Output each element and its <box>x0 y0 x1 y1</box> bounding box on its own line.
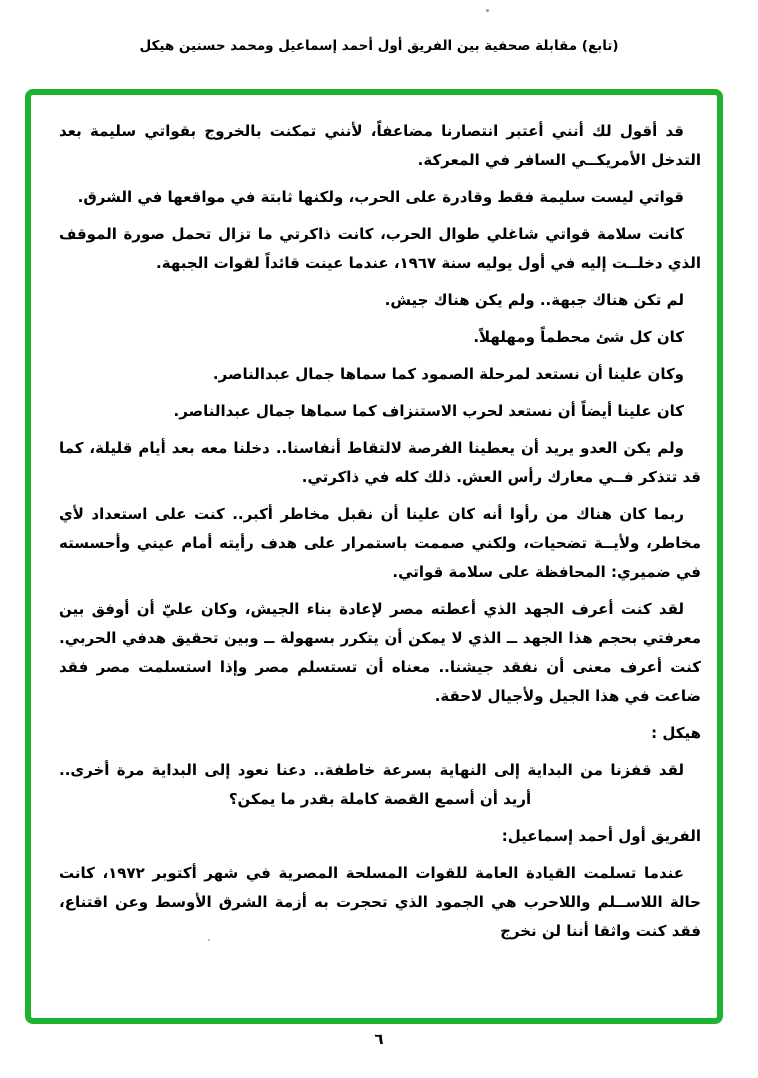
paragraph: كان كل شئ محطماً ومهلهلاً. <box>473 328 684 346</box>
paragraph: لقد كنت أعرف الجهد الذي أعطته مصر لإعادة بناء الجيش، وكان عليّ أن أوفق بين معرفتي بحجم هذا الجهد ــ الذي لا يمكن أن يتكرر بسهولة ــ وبين تحقيق هدفي الحربي. كنت أعرف معنى أن نفقد جيشنا.. معناه أن تستسلم مصر وإذا استسلمت مصر فقد ضاعت في هذا الجيل ولأجيال لاحقة. <box>59 600 701 705</box>
paragraph: قواتي ليست سليمة فقط وقادرة على الحرب، ولكنها ثابتة في مواقعها في الشرق. <box>77 188 684 206</box>
paragraph: قد أقول لك أنني أعتبر انتصارنا مضاعفاً، لأنني تمكنت بالخروج بقواتي سليمة بعد التدخل الأمريكــي السافر في المعركة. <box>59 122 701 169</box>
paragraph: لقد قفزنا من البداية إلى النهاية بسرعة خاطفة.. دعنا نعود إلى البداية مرة أخرى.. أريد أن أسمع القصة كاملة بقدر ما يمكن؟ <box>59 761 684 808</box>
paragraph: لم تكن هناك جبهة.. ولم يكن هناك جيش. <box>384 291 684 309</box>
paragraph: ولم يكن العدو يريد أن يعطينا الفرصة لالتقاط أنفاسنا.. دخلنا معه بعد أيام قليلة، كما قد تتذكر فــي معارك رأس العش. ذلك كله في ذاكرتي. <box>59 439 701 486</box>
paragraph: كانت سلامة قواتي شاغلي طوال الحرب، كانت ذاكرتي ما تزال تحمل صورة الموقف الذي دخلــت إليه في أول يوليه سنة ١٩٦٧، عندما عينت قائداً لقوات الجبهة. <box>59 225 701 272</box>
page-number: ٦ <box>374 1030 384 1048</box>
paragraph: وكان علينا أن نستعد لمرحلة الصمود كما سماها جمال عبدالناصر. <box>212 365 684 383</box>
content-frame-border <box>25 89 723 1024</box>
interview-text-column <box>59 117 701 954</box>
speaker-label: الفريق أول أحمد إسماعيل: <box>501 827 701 845</box>
page-header-title: (تابع) مقابلة صحفية بين الفريق أول أحمد إسماعيل ومحمد حسنين هيكل <box>139 38 619 54</box>
scan-speck <box>208 939 210 941</box>
scan-speck <box>486 9 489 12</box>
paragraph: ربما كان هناك من رأوا أنه كان علينا أن نقبل مخاطر أكبر.. كنت على استعداد لأي مخاطر، ولأيــة تضحيات، ولكني صممت باستمرار على هدف رأيته أمام عيني وأحسسته في ضميري: المحافظة على سلامة قواتي. <box>59 505 701 581</box>
speaker-label: هيكل : <box>651 724 701 742</box>
paragraph: عندما تسلمت القيادة العامة للقوات المسلحة المصرية في شهر أكتوبر ١٩٧٢، كانت حالة اللاســلم واللاحرب هي الجمود الذي تحجرت به أزمة الشرق الأوسط وعن اقتناع، فقد كنت واثقا أننا لن نخرج <box>59 864 701 940</box>
paragraph: كان علينا أيضاً أن نستعد لحرب الاستنزاف كما سماها جمال عبدالناصر. <box>173 402 684 420</box>
